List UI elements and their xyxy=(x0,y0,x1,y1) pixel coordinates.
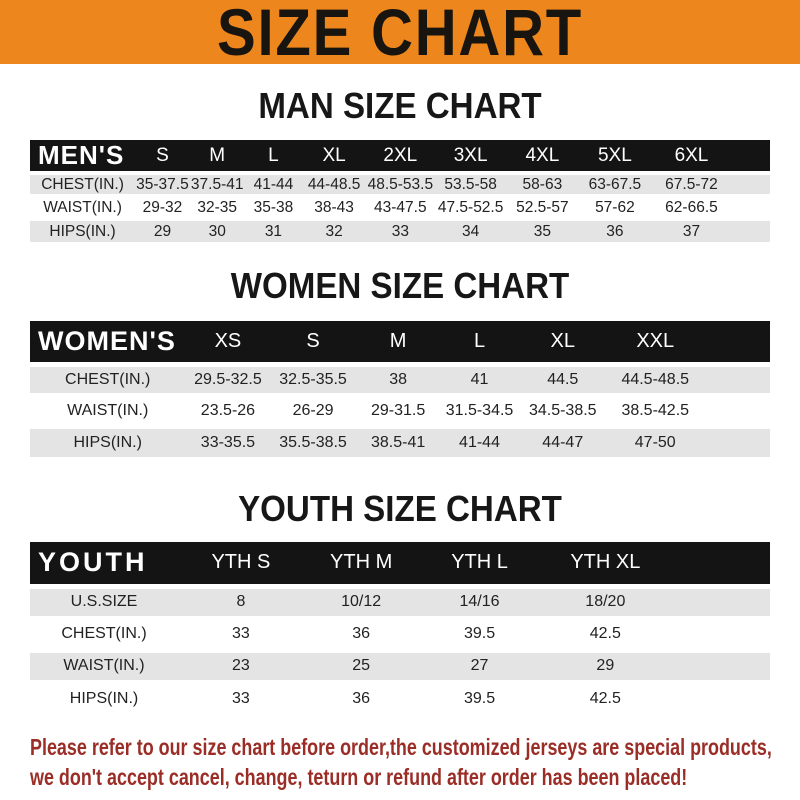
men-header-row xyxy=(30,140,770,173)
row-label: WAIST(IN.) xyxy=(30,395,185,426)
size-value: 53.5-58 xyxy=(435,173,507,196)
size-value: 33 xyxy=(178,682,304,714)
col-header-s: S xyxy=(135,140,190,173)
women-header-row xyxy=(30,321,770,364)
size-value: 35-37.5 xyxy=(135,173,190,196)
size-value: 29 xyxy=(541,650,671,682)
size-value-spacer xyxy=(703,364,770,395)
size-value-spacer xyxy=(670,682,770,714)
col-header-spacer xyxy=(731,140,770,173)
size-value: 41-44 xyxy=(441,426,519,457)
col-header-yth-l: YTH L xyxy=(418,542,540,586)
size-value: 29-31.5 xyxy=(356,395,441,426)
col-header-yth-s: YTH S xyxy=(178,542,304,586)
size-value-spacer xyxy=(703,395,770,426)
size-value-spacer xyxy=(731,219,770,242)
size-value: 62-66.5 xyxy=(652,196,732,219)
col-header-yth-xl: YTH XL xyxy=(541,542,671,586)
row-label: HIPS(IN.) xyxy=(30,219,135,242)
size-value: 44.5 xyxy=(518,364,607,395)
footnote xyxy=(30,732,800,792)
row-label: WAIST(IN.) xyxy=(30,196,135,219)
size-value: 39.5 xyxy=(418,618,540,650)
women-section-heading: WOMEN SIZE CHART xyxy=(230,265,570,306)
size-value: 33 xyxy=(178,618,304,650)
size-value: 26-29 xyxy=(270,395,355,426)
size-value: 43-47.5 xyxy=(366,196,435,219)
size-value: 44-48.5 xyxy=(302,173,366,196)
size-value: 8 xyxy=(178,586,304,618)
size-value: 47.5-52.5 xyxy=(435,196,507,219)
youth-size-table xyxy=(30,542,770,714)
size-value: 31 xyxy=(245,219,303,242)
size-value: 29-32 xyxy=(135,196,190,219)
col-header-m: M xyxy=(356,321,441,364)
size-value-spacer xyxy=(670,618,770,650)
size-value-spacer xyxy=(731,196,770,219)
size-value: 38.5-41 xyxy=(356,426,441,457)
size-value: 39.5 xyxy=(418,682,540,714)
col-header-s: S xyxy=(270,321,355,364)
size-value-spacer xyxy=(731,173,770,196)
size-value: 47-50 xyxy=(607,426,703,457)
size-value: 32.5-35.5 xyxy=(270,364,355,395)
col-header-xs: XS xyxy=(185,321,270,364)
size-value: 33 xyxy=(366,219,435,242)
footnote-line-1: Please refer to our size chart before order,the customized jerseys are special products, xyxy=(30,734,772,760)
size-value: 18/20 xyxy=(541,586,671,618)
size-value: 38 xyxy=(356,364,441,395)
col-header-m: M xyxy=(190,140,245,173)
size-value: 44.5-48.5 xyxy=(607,364,703,395)
youth-header-row xyxy=(30,542,770,586)
size-value: 63-67.5 xyxy=(578,173,651,196)
col-header-4xl: 4XL xyxy=(507,140,579,173)
size-value: 30 xyxy=(190,219,245,242)
size-value: 31.5-34.5 xyxy=(441,395,519,426)
row-label: HIPS(IN.) xyxy=(30,426,185,457)
row-label: CHEST(IN.) xyxy=(30,618,178,650)
size-value: 34.5-38.5 xyxy=(518,395,607,426)
table-row-chest xyxy=(30,364,770,395)
men-section-heading: MAN SIZE CHART xyxy=(258,85,542,126)
size-value: 41 xyxy=(441,364,519,395)
size-value: 36 xyxy=(304,682,419,714)
col-header-2xl: 2XL xyxy=(366,140,435,173)
size-value: 35.5-38.5 xyxy=(270,426,355,457)
size-value: 34 xyxy=(435,219,507,242)
size-value: 23.5-26 xyxy=(185,395,270,426)
table-row-hips xyxy=(30,219,770,242)
table-row-hips xyxy=(30,426,770,457)
col-header-5xl: 5XL xyxy=(578,140,651,173)
size-value-spacer xyxy=(670,586,770,618)
size-value: 52.5-57 xyxy=(507,196,579,219)
size-value: 38-43 xyxy=(302,196,366,219)
col-header-spacer xyxy=(670,542,770,586)
size-value: 23 xyxy=(178,650,304,682)
size-value: 57-62 xyxy=(578,196,651,219)
size-value: 42.5 xyxy=(541,618,671,650)
table-row-waist xyxy=(30,196,770,219)
table-row-us-size xyxy=(30,586,770,618)
row-label: HIPS(IN.) xyxy=(30,682,178,714)
size-value: 32-35 xyxy=(190,196,245,219)
size-value: 36 xyxy=(304,618,419,650)
col-header-6xl: 6XL xyxy=(652,140,732,173)
size-value: 29.5-32.5 xyxy=(185,364,270,395)
banner-title: SIZE CHART xyxy=(216,0,584,69)
youth-section-heading: YOUTH SIZE CHART xyxy=(238,488,562,529)
size-value: 67.5-72 xyxy=(652,173,732,196)
size-value: 48.5-53.5 xyxy=(366,173,435,196)
row-label: CHEST(IN.) xyxy=(30,364,185,395)
size-value-spacer xyxy=(670,650,770,682)
size-value: 35-38 xyxy=(245,196,303,219)
women-size-table xyxy=(30,321,770,457)
youth-table-title: YOUTH xyxy=(30,542,178,586)
size-chart-banner xyxy=(0,0,800,69)
col-header-3xl: 3XL xyxy=(435,140,507,173)
size-value: 10/12 xyxy=(304,586,419,618)
row-label: WAIST(IN.) xyxy=(30,650,178,682)
size-value: 37.5-41 xyxy=(190,173,245,196)
col-header-xxl: XXL xyxy=(607,321,703,364)
size-value: 36 xyxy=(578,219,651,242)
men-size-table xyxy=(30,140,770,242)
table-row-waist xyxy=(30,395,770,426)
size-value: 37 xyxy=(652,219,732,242)
col-header-l: L xyxy=(245,140,303,173)
size-value: 42.5 xyxy=(541,682,671,714)
size-value-spacer xyxy=(703,426,770,457)
size-value: 29 xyxy=(135,219,190,242)
footnote-line-2: we don't accept cancel, change, teturn or refund after order has been placed! xyxy=(30,764,688,790)
size-value: 14/16 xyxy=(418,586,540,618)
col-header-xl: XL xyxy=(518,321,607,364)
size-value: 35 xyxy=(507,219,579,242)
col-header-yth-m: YTH M xyxy=(304,542,419,586)
women-table-title: WOMEN'S xyxy=(30,321,185,364)
size-value: 58-63 xyxy=(507,173,579,196)
row-label: CHEST(IN.) xyxy=(30,173,135,196)
size-value: 38.5-42.5 xyxy=(607,395,703,426)
size-value: 27 xyxy=(418,650,540,682)
size-value: 25 xyxy=(304,650,419,682)
col-header-l: L xyxy=(441,321,519,364)
col-header-spacer xyxy=(703,321,770,364)
table-row-chest xyxy=(30,173,770,196)
size-value: 32 xyxy=(302,219,366,242)
size-value: 33-35.5 xyxy=(185,426,270,457)
col-header-xl: XL xyxy=(302,140,366,173)
size-value: 44-47 xyxy=(518,426,607,457)
table-row-hips xyxy=(30,682,770,714)
men-table-title: MEN'S xyxy=(30,140,135,173)
table-row-waist xyxy=(30,650,770,682)
table-row-chest xyxy=(30,618,770,650)
size-value: 41-44 xyxy=(245,173,303,196)
row-label: U.S.SIZE xyxy=(30,586,178,618)
